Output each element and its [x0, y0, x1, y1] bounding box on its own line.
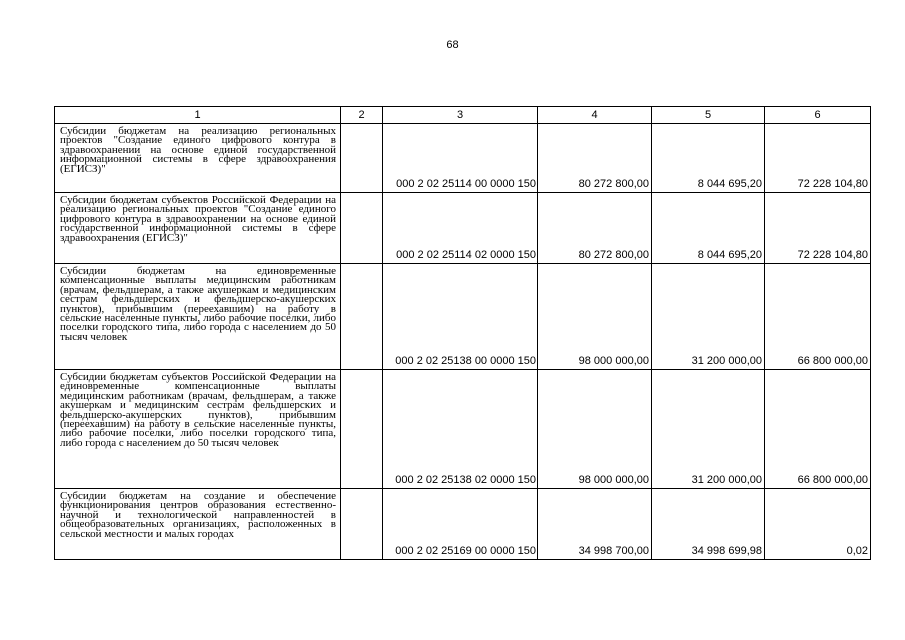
row-col2: [341, 264, 383, 370]
page-number: 68: [446, 39, 459, 51]
row-col6: 72 228 104,80: [765, 193, 871, 264]
row-description: Субсидии бюджетам субъектов Российской Федерации на реализацию региональных проектов "Создание единого цифрового контура в здравоохранении на основе единой государственной информационной системы в сфере здравоохранения (ЕГИСЗ)": [55, 193, 341, 264]
row-col6: 66 800 000,00: [765, 264, 871, 370]
row-col5: 34 998 699,98: [652, 489, 765, 560]
row-code: 000 2 02 25114 00 0000 150: [383, 124, 538, 193]
row-col2: [341, 370, 383, 489]
row-col6: 66 800 000,00: [765, 370, 871, 489]
table-row: [55, 370, 871, 489]
budget-table: [54, 106, 871, 560]
row-col2: [341, 124, 383, 193]
row-col4: 80 272 800,00: [538, 193, 652, 264]
row-code: 000 2 02 25138 02 0000 150: [383, 370, 538, 489]
row-description: Субсидии бюджетам на реализацию региональных проектов "Создание единого цифрового контура в здравоохранении на основе единой государственной информационной системы в сфере здравоохранения (ЕГИСЗ)": [55, 124, 341, 193]
row-col4: 98 000 000,00: [538, 264, 652, 370]
row-description: Субсидии бюджетам на создание и обеспечение функционирования центров образования естественно-научной и технологической направленностей в общеобразовательных организациях, расположенных в сельской местности и малых городах: [55, 489, 341, 560]
row-col5: 31 200 000,00: [652, 264, 765, 370]
row-description: Субсидии бюджетам субъектов Российской Федерации на единовременные компенсационные выплаты медицинским работникам (врачам, фельдшерам, а также акушеркам и медицинским сестрам фельдшерских и фельдшерско-акушерских пунктов), прибывшим (переехавшим) на работу в сельские населенные пункты, либо рабочие поселки, либо поселки городского типа, либо города с населением до 50 тысяч человек: [55, 370, 341, 489]
row-col4: 80 272 800,00: [538, 124, 652, 193]
row-code: 000 2 02 25114 02 0000 150: [383, 193, 538, 264]
row-description: Субсидии бюджетам на единовременные компенсационные выплаты медицинским работникам (врачам, фельдшерам, а также акушеркам и медицинским сестрам фельдшерских и фельдшерско-акушерских пунктов), прибывшим (переехавшим) на работу в сельские населенные пункты, либо рабочие поселки, либо поселки городского типа, либо города с населением до 50 тысяч человек: [55, 264, 341, 370]
row-code: 000 2 02 25169 00 0000 150: [383, 489, 538, 560]
header-cell-3: 3: [383, 107, 538, 124]
header-cell-2: 2: [341, 107, 383, 124]
row-col2: [341, 193, 383, 264]
row-col4: 34 998 700,00: [538, 489, 652, 560]
table-header-row: [55, 107, 871, 124]
row-code: 000 2 02 25138 00 0000 150: [383, 264, 538, 370]
row-col4: 98 000 000,00: [538, 370, 652, 489]
table-row: [55, 124, 871, 193]
row-col5: 8 044 695,20: [652, 124, 765, 193]
table-row: [55, 489, 871, 560]
table-row: [55, 193, 871, 264]
row-col6: 0,02: [765, 489, 871, 560]
row-col6: 72 228 104,80: [765, 124, 871, 193]
header-cell-5: 5: [652, 107, 765, 124]
row-col5: 8 044 695,20: [652, 193, 765, 264]
header-cell-1: 1: [55, 107, 341, 124]
row-col5: 31 200 000,00: [652, 370, 765, 489]
table-row: [55, 264, 871, 370]
header-cell-6: 6: [765, 107, 871, 124]
header-cell-4: 4: [538, 107, 652, 124]
row-col2: [341, 489, 383, 560]
